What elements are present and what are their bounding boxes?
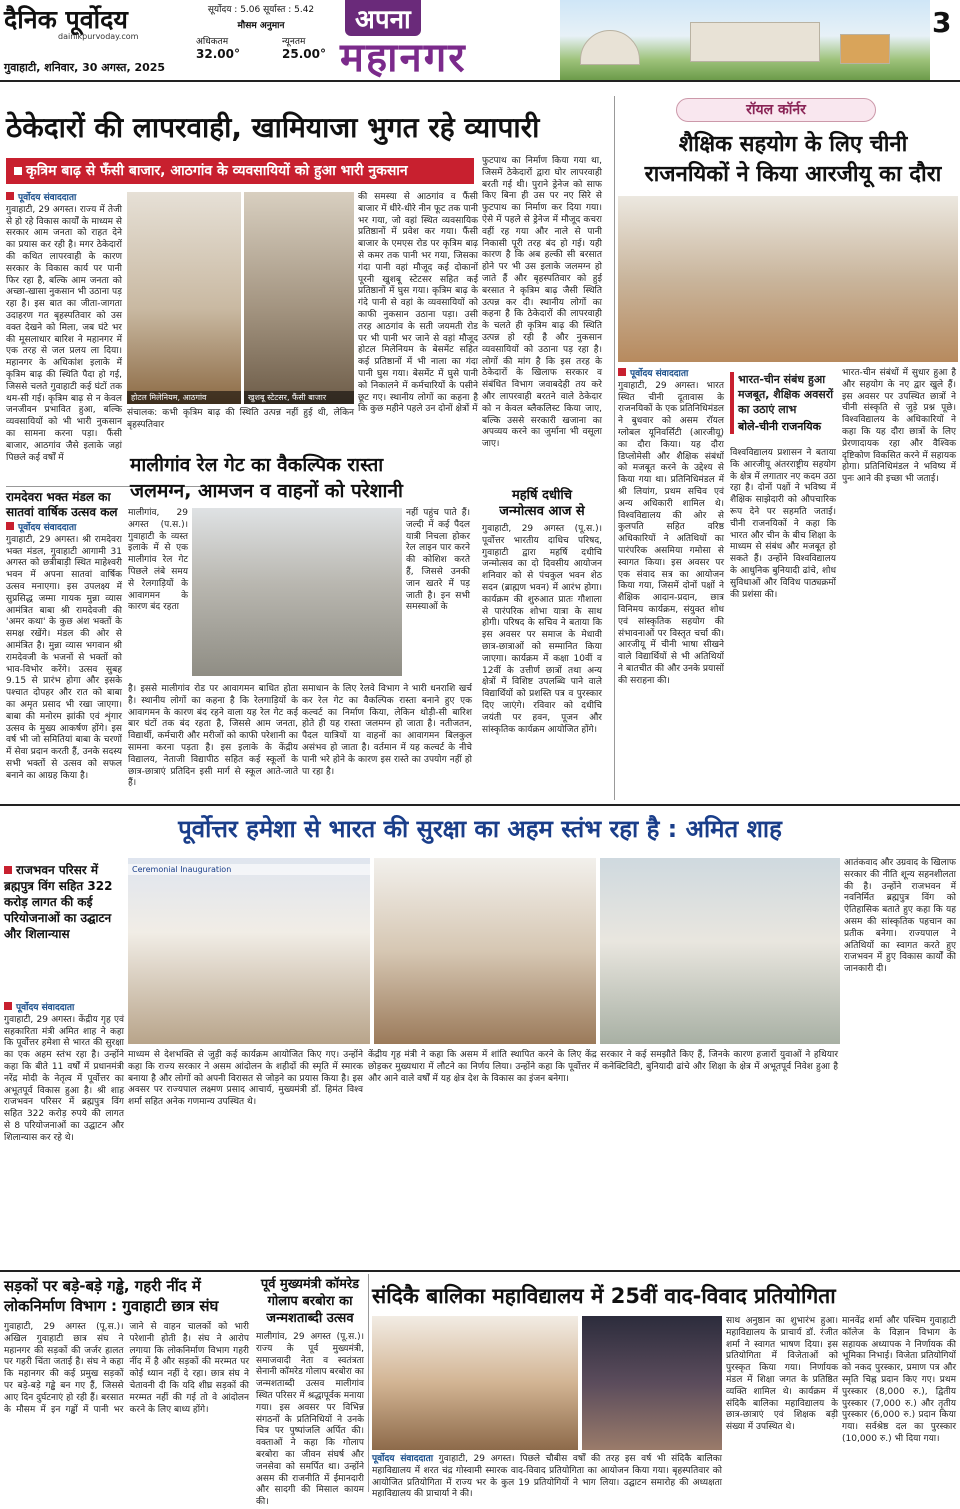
- photo-caption: खुशबू स्टेटसर, फैंसी बाजार: [244, 391, 354, 404]
- road-headline: सड़कों पर बड़े-बड़े गड्ढे, गहरी नींद में लोकनिर्माण विभाग : गुवाहाटी छात्र संघ: [4, 1277, 219, 1315]
- photo-rail-culvert: [192, 508, 402, 676]
- lead-column-1: [6, 192, 122, 484]
- bullet-icon: [618, 368, 626, 376]
- photo-shah-felicitation: [374, 858, 596, 1044]
- lead-byline: पूर्वोदय संवाददाता: [6, 192, 122, 205]
- section-label-main: महानगर: [340, 35, 467, 81]
- dadhichi-headline: महर्षि दधीचि जन्मोत्सव आज से: [499, 488, 585, 519]
- lead-body-1: गुवाहाटी, 29 अगस्त। राज्य में तेजी से हो रहे विकास कार्यों के माध्यम से सरकार आम जनता को राहत देने का प्रयास कर रही है। मगर ठेकेदारों की कथित लापरवाही के कारण सरकार के विकास कार्य पर पानी फिर रहा है, बल्कि आम जनता को अच्छा-खासा नुकसान भी उठाना पड़ रहा है। इस बात का जीता-जागता उदाहरण गत बृहस्पतिवार को उस वक्त देखने को मिला, जब घंटे भर की मूसलाधार बारिश ने महानगर में एक तरह से जल प्रलय ला दिया। महानगर के अधिकांश इलाके में कृत्रिम बाढ़ की स्थिति पैदा हो गई, जिससे चलते गुवाहाटी कई घंटों तक थम-सी गई। कृत्रिम बाढ़ से न केवल जनजीवन प्रभावित हुआ, बल्कि व्यवसायियों को भी भारी नुकसान का सामना करना पड़ा। फैंसी बाजार, आठगांव जैसे इलाके जहां पिछले कई वर्षों में: [6, 204, 122, 463]
- photo-chinese-diplomats: [618, 196, 958, 362]
- photo-debate-prize: [372, 1316, 578, 1450]
- photo-shah-rajbhavan: [600, 858, 840, 1044]
- max-temp-value: 32.00°: [196, 47, 240, 61]
- issue-date: गुवाहाटी, शनिवार, 30 अगस्त, 2025: [4, 61, 166, 74]
- debate-body-3: मानवेंद्र शर्मा और पश्चिम गुवाहाटी कॉलेज के विज्ञान विभाग के सहायक अध्यापक ने निर्णायक की भूमिका निभाई। विजेता प्रतियोगियों को नकद पुरस्कार, प्रमाण पत्र और स्मृति चिह्न प्रदान किए गए। प्रथम पुरस्कार (8,000 रु.), द्वितीय पुरस्कार (7,000 रु.) और तृतीय पुरस्कार (6,000 रु.) प्रदान किया गया। सर्वश्रेष्ठ दल का पुरस्कार (10,000 रु.) भी दिया गया।: [842, 1316, 956, 1444]
- ramdevra-body: पूर्वोदय संवाददाता गुवाहाटी, 29 अगस्त। श्री रामदेवरा भक्त मंडल, गुवाहाटी आगामी 31 अगस्त को छत्रीबाड़ी स्थित माहेश्वरी भवन में अपना सातवां वार्षिक उत्सव मनाएगा। इस उपलक्ष्य में सुप्रसिद्ध जम्मा गायक मुन्ना व्यास आमंत्रित बाबा श्री रामदेवजी की 'अमर कथा' के कुछ अंश भक्तों के समक्ष रखेंगे। मंडल की ओर से आमंत्रित है। मुन्ना व्यास भगवान श्री रामदेवजी के भजनों से भक्तों को भाव-विभोर करेंगे। उत्सव सुबह 9.15 से प्रारंभ होगा और इसके पश्चात दोपहर और रात को बाबा का अमृत प्रसाद भी रखा जाएगा। बाबा की मनोरम झांकी एवं शृंगार उत्सव के मुख्य आकर्षण होंगे। इस वर्ष भी जो समितियां बाबा के चरणों में सेवा प्रदान करती हैं, उनके सदस्य सभी भक्तों से उत्सव को सफल बनाने का आग्रह किया है।: [6, 523, 122, 781]
- royal-column-2: विश्वविद्यालय प्रशासन ने बताया कि आरजीयू अंतरराष्ट्रीय सहयोग के क्षेत्र में लगातार नए कदम उठा रहा है। दोनों पक्षों ने भविष्य में शैक्षिक साझेदारी को औपचारिक रूप देने पर सहमति जताई। चीनी राजनयिकों ने कहा कि भारत और चीन के बीच शिक्षा के माध्यम से संबंध और मजबूत हो सकते हैं। उन्होंने विश्वविद्यालय के आधुनिक बुनियादी ढांचे, शोध सुविधाओं और विविध पाठ्यक्रमों की प्रशंसा की।: [730, 448, 836, 600]
- lead-column-2: की समस्या से आठगांव व फैंसी बाजार में धीरे-धीरे नीन फूट तक पानी भर गया, जो वहां स्थित व्यवसायिक प्रतिष्ठानों में प्रवेश कर गया। फैंसी बाजार के एमएस रोड पर कृत्रिम बाढ़ से कमर तक पानी भर गया, जिसका गंदा पानी वहां मौजूद कई दोकानों पूरनी खुशबू स्टेटसर सहित कई प्रतिष्ठानों में घुस गया। कृत्रिम बाढ़ के गंदे पानी से वहां के व्यवसायियों को काफी नुकसान उठाना पड़ा। उसी तरह आठगांव के सती जयमती रोड पर भी पानी भर जाने से वहां मौजूद होटल मिलेनियम के बेसमेंट सहित कई प्रतिष्ठानों में भी नाला का गंदा पानी घुस गया। बेसमेंट में घुसे पानी को निकालने में कर्मचारियों के पसीने छूट गए। स्थानीय लोगों का कहना है कि कुछ महीने पहले उन दोनों क्षेत्रों में: [358, 192, 478, 415]
- shah-side-headline: राजभवन परिसर में ब्रह्मपुत्र विंग सहित 322 करोड़ लागत की कई परियोजनाओं का उद्घाटन और शिलान्यास: [4, 863, 113, 941]
- max-temp-label: अधिकतम: [196, 37, 229, 47]
- debate-body-2: साथ अनुष्ठान का शुभारंभ हुआ। महाविद्यालय के प्राचार्य डॉ. रंजीत शर्मा ने स्वागत भाषण दिया। इस प्रतियोगिता में विजेताओं को पुरस्कृत किया गया। निर्णायक मंडल में शिक्षा जगत के प्रतिष्ठित व्यक्ति शामिल थे। कार्यक्रम में संदिकै बालिका महाविद्यालय के छात्र-छात्राएं एवं शिक्षक बड़ी संख्या में उपस्थित थे।: [726, 1316, 838, 1433]
- shah-body-2: माध्यम से देशभक्ति से जुड़ी कई कार्यक्रम आयोजित किए गए। उन्होंने कहा कि राज्य सरकार ने असम आंदोलन के शहीदों की स्मृति में स्मारक बनाया है और लोगों को अपनी विरासत से जोड़ने का प्रयास किया है। इस अवसर पर राज्यपाल लक्ष्मण प्रसाद आचार्य, मुख्यमंत्री डॉ. हिमंत विश्व शर्मा सहित अनेक गणमान्य उपस्थित थे।: [128, 1050, 363, 1108]
- min-temp-value: 25.00°: [282, 47, 326, 61]
- weather-title: मौसम अनुमान: [237, 21, 285, 31]
- shah-body-3: केंद्रीय गृह मंत्री ने कहा कि असम में शांति स्थापित करने के लिए केंद्र सरकार ने कई समझौते किए हैं, जिनके कारण हजारों युवाओं ने हथियार छोड़कर मुख्यधारा में लौटने का निर्णय लिया। उन्होंने कहा कि पूर्वोत्तर में कनेक्टिविटी, बुनियादी ढांचे और शिक्षा के क्षेत्र में अभूतपूर्व निवेश हुआ है और आने वाले वर्षों में यह क्षेत्र देश के विकास का इंजन बनेगा।: [368, 1050, 838, 1084]
- photo-caption: Ceremonial Inauguration: [128, 864, 370, 875]
- shah-body-4: आतंकवाद और उग्रवाद के खिलाफ सरकार की नीति शून्य सहनशीलता की है। उन्होंने राजभवन में नवनिर्मित ब्रह्मपुत्र विंग को ऐतिहासिक बताते हुए कहा कि यह असम की सांस्कृतिक पहचान का प्रतीक बनेगा। राज्यपाल ने अतिथियों का स्वागत करते हुए राजभवन में हुए विकास कार्यों की जानकारी दी।: [844, 858, 956, 975]
- city-banner-image: [560, 0, 930, 80]
- royal-column-1: पूर्वोदय संवाददाता गुवाहाटी, 29 अगस्त। भारत स्थित चीनी दूतावास के राजनयिकों के एक प्रतिनिधिमंडल ने बुधवार को असम रॉयल ग्लोबल यूनिवर्सिटी (आरजीयू) का दौरा किया। यह दौरा डिप्लोमेसी और शैक्षिक संबंधों को मजबूत करने के उद्देश्य से किया गया था। प्रतिनिधिमंडल में श्री लियांग, प्रथम सचिव एवं अन्य अधिकारी शामिल थे। विश्वविद्यालय की ओर से कुलपति सहित वरिष्ठ अधिकारियों ने अतिथियों का पारंपरिक असमिया गमोसा से स्वागत किया। इस अवसर पर एक संवाद सत्र का आयोजन किया गया, जिसमें दोनों पक्षों ने शैक्षिक आदान-प्रदान, छात्र विनिमय कार्यक्रम, संयुक्त शोध एवं सांस्कृतिक सहयोग की संभावनाओं पर विस्तृत चर्चा की। आरजीयू में चीनी भाषा सीखने वाले विद्यार्थियों से भी अतिथियों ने बातचीत की और उनके प्रयासों की सराहना की।: [618, 369, 724, 686]
- photo-caption: होटल मिलेनियम, आठगांव: [127, 391, 241, 404]
- photo-ceremonial-inauguration: [128, 858, 370, 1044]
- section-label-top: अपना: [345, 0, 421, 36]
- royal-corner-label: रॉयल कॉर्नर: [676, 98, 876, 122]
- rail-intro: मालीगांव, 29 अगस्त (प.स.)। गुवाहाटी के व्यस्त इलाके में से एक मालीगांव रेल गेट पिछले लंबे समय से रेलगाड़ियों के आवागमन के कारण बंद रहता: [128, 508, 188, 613]
- brand-url: dainikpurvoday.com: [58, 32, 139, 41]
- brand-logo-text: दैनिक पूर्वोदय: [4, 5, 128, 34]
- rail-body-2: समाधान के लिए रेलवे विभाग ने भारी धनराशि खर्च कर रेल गेट का वैकल्पिक रास्ता बनाने हुए एक कल्वर्ट का निर्माण किया, लेकिन थोड़ी-सी बारिश होते ही यह रास्ता जलमग्न हो जाता है। नतीजतन, पैदल यात्रियों या वाहनों का आवागमन बिलकुल असंभव हो जाता है। वर्तमान में यह कल्वर्ट के नीचे पानी भरे होने के कारण इस रास्ते का उपयोग नहीं हो पा रहा है।: [302, 684, 472, 777]
- photo-debate-stage: [582, 1316, 722, 1450]
- lead-column-3: फुटपाथ का निर्माण किया गया था, जिसमें ठेकेदारों द्वारा घोर लापरवाही बरती गई थी। पुराने ड्रेनेज को साफ किए बिना ही उस पर नए सिरे से फुटपाथ का निर्माण कर दिया गया। ऐसे में पहले से ड्रेनेज में मौजूद कचरा वहीं रह गया और नाले से पानी निकासी पूरी तरह बंद हो गई। यही कारण है कि अब हल्की सी बरसात होने पर भी उस इलाके जलमग्न हो जाते हैं और बृहस्पतिवार को हुई बरसात ने कृत्रिम बाढ़ जैसी स्थिति उत्पन्न कर दी। स्थानीय लोगों का कहना है कि ठेकेदारों की लापरवाही के चलते ही कृत्रिम बाढ़ की स्थिति उत्पन्न हो रही है और नुकसान व्यवसायियों को उठाना पड़ रहा है। लोगों की मांग है कि इस तरह के ठेकेदारों के खिलाफ सरकार व संबंधित विभाग जवाबदेही तय करे और लापरवाही बरतने वाले ठेकेदार को न केवल ब्लैकलिस्ट किया जाए, बल्कि उससे सरकारी खजाना का अपव्यय करने का जुर्माना भी वसूला जाए।: [482, 156, 602, 450]
- bullet-icon: [6, 522, 14, 530]
- rail-headline: मालीगांव रेल गेट का वैकल्पिक रास्ता जलमग्न, आमजन व वाहनों को परेशानी: [130, 454, 403, 502]
- barbora-headline: पूर्व मुख्यमंत्री कॉमरेड गोलाप बरबोरा का जन्मशताब्दी उत्सव: [260, 1277, 360, 1326]
- page-number: 3: [932, 6, 952, 39]
- lead-subhead: [6, 158, 474, 184]
- royal-column-3: भारत-चीन संबंधों में सुधार हुआ है और सहयोग के नए द्वार खुले हैं। इस अवसर पर उपस्थित छात्रों ने चीनी संस्कृति से जुड़े प्रश्न पूछे। विश्वविद्यालय के अधिकारियों ने कहा कि यह दौरा छात्रों के लिए प्रेरणादायक रहा और वैश्विक दृष्टिकोण विकसित करने में सहायक होगा। प्रतिनिधिमंडल ने भविष्य में पुनः आने की इच्छा भी जताई।: [842, 368, 956, 485]
- debate-body-1: पूर्वोदय संवाददाता गुवाहाटी, 29 अगस्त। पिछले चौबीस वर्षों की तरह इस वर्ष भी संदिकै बालिका महाविद्यालय में शरत चंद्र गोस्वामी स्मारक वाद-विवाद प्रतियोगिता का आयोजन किया गया। बृहस्पतिवार को आयोजित प्रतियोगिता में राज्य भर के कुल 19 प्रतियोगियों ने भाग लिया। उद्घाटन समारोह की अध्यक्षता महाविद्यालय की प्राचार्या ने की।: [372, 1454, 722, 1500]
- min-temp-label: न्यूनतम: [282, 37, 306, 47]
- royal-headline: शैक्षिक सहयोग के लिए चीनी राजनयिकों ने किया आरजीयू का दौरा: [644, 132, 942, 187]
- lead-column-1b: संचालक: कभी कृत्रिम बाढ़ की स्थिति उत्पन्न नहीं हुई थी, लेकिन बृहस्पतिवार: [127, 408, 354, 430]
- rail-body-1: है। इससे मालीगांव रोड पर आवागमन बाधित होता है। स्थानीय लोगों का कहना है कि रेलगाड़ियों के आवागमन के कारण बंद रहने वाला यह रेल गेट कई बार घंटों तक बंद रहता है, जिससे आम जनता, विद्यार्थी, कर्मचारी और मरीजों को काफी परेशानी का सामना करना पड़ता है। इस इलाके के केंद्रीय विद्यालय, नेताजी विद्यापीठ सहित कई स्कूलों के छात्र-छात्राएं प्रतिदिन इसी मार्ग से स्कूल आते-जाते हैं।: [128, 684, 298, 789]
- bullet-icon: [6, 192, 14, 200]
- bullet-icon: [14, 167, 22, 175]
- bullet-icon: [4, 1002, 12, 1010]
- lead-headline: ठेकेदारों की लापरवाही, खामियाजा भुगत रहे व्यापारी: [6, 111, 540, 144]
- road-body: गुवाहाटी, 29 अगस्त (पू.स.)। अखिल गुवाहाटी छात्र संघ ने महानगर की सड़कों की जर्जर हालत पर गहरी चिंता जताई है। संघ ने कहा कि महानगर की कई प्रमुख सड़कों पर बड़े-बड़े गड्ढे बन गए हैं, जिससे आए दिन दुर्घटनाएं हो रही हैं। बरसात के मौसम में इन गड्ढों में पानी भर जाने से वाहन चालकों को भारी परेशानी होती है। संघ ने आरोप लगाया कि लोकनिर्माण विभाग गहरी नींद में है और सड़कों की मरम्मत पर कोई ध्यान नहीं दे रहा। छात्र संघ ने चेतावनी दी कि यदि शीघ्र सड़कों की मरम्मत नहीं की गई तो वे आंदोलन करने के लिए बाध्य होंगे।: [4, 1322, 249, 1415]
- weather-box: [196, 2, 326, 61]
- ramdevra-headline: रामदेवरा भक्त मंडल का सातवां वार्षिक उत्सव कल: [6, 490, 118, 519]
- shah-body-1: पूर्वोदय संवाददाता गुवाहाटी, 29 अगस्त। केंद्रीय गृह एवं सहकारिता मंत्री अमित शाह ने कहा कि पूर्वोत्तर हमेशा से भारत की सुरक्षा का एक अहम स्तंभ रहा है। उन्होंने कहा कि बीते 11 वर्षों में प्रधानमंत्री नरेंद्र मोदी के नेतृत्व में पूर्वोत्तर का अभूतपूर्व विकास हुआ है। श्री शाह राजभवन परिसर में ब्रह्मपुत्र विंग सहित 322 करोड़ रुपये की लागत से 8 परियोजनाओं का उद्घाटन और शिलान्यास कर रहे थे।: [4, 1003, 124, 1143]
- rail-side: नहीं पहुंच पाते हैं। जल्दी में कई पैदल यात्री निचला होकर रेल लाइन पार करने की कोशिश करते हैं, जिससे उनकी जान खतरे में पड़ जाती है। इन सभी समस्याओं के: [406, 508, 470, 613]
- shah-headline: पूर्वोत्तर हमेशा से भारत की सुरक्षा का अहम स्तंभ रहा है : अमित शाह: [178, 815, 782, 843]
- lead-subhead-text: कृत्रिम बाढ़ से फँसी बाजार, आठगांव के व्यवसायियों को हुआ भारी नुकसान: [26, 163, 408, 179]
- dadhichi-body: गुवाहाटी, 29 अगस्त (पू.स.)। पूर्वोत्तर भारतीय दाधिच परिषद, गुवाहाटी द्वारा महर्षि दधीचि जन्मोत्सव का दो दिवसीय आयोजन शनिवार को से पंचकुल भवन शेठ सदन (ब्राह्मण भवन) में आरंभ होगा। कार्यक्रम की शुरुआत प्रातः गौशाला से पारंपरिक शोभा यात्रा के साथ होगी। परिषद के सचिव ने बताया कि इस अवसर पर समाज के मेधावी छात्र-छात्राओं को सम्मानित किया जाएगा। कार्यक्रम में कक्षा 10वीं व 12वीं के उत्तीर्ण छात्रों तथा अन्य क्षेत्रों में विशिष्ट उपलब्धि पाने वाले विद्यार्थियों को प्रशस्ति पत्र व पुरस्कार दिए जाएंगे। रविवार को दधीचि जयंती पर हवन, पूजन और सांस्कृतिक कार्यक्रम आयोजित होंगे।: [482, 524, 602, 735]
- photo-hotel-millennium: [127, 192, 241, 404]
- masthead: [0, 0, 960, 82]
- royal-pull-quote: भारत-चीन संबंध हुआ मजबूत, शैक्षिक अवसरों का उठाएं लाभ बोले-चीनी राजनयिक: [730, 372, 836, 434]
- photo-khushbu-stationery: [244, 192, 354, 404]
- barbora-body: मालीगांव, 29 अगस्त (पू.स.)। राज्य के पूर्व मुख्यमंत्री, समाजवादी नेता व स्वतंत्रता सेनानी कॉमरेड गोलाप बरबोरा का जन्मशताब्दी उत्सव मालीगांव स्थित परिसर में श्रद्धापूर्वक मनाया गया। इस अवसर पर विभिन्न संगठनों के प्रतिनिधियों ने उनके चित्र पर पुष्पांजलि अर्पित की। वक्ताओं ने कहा कि गोलाप बरबोरा का जीवन संघर्ष और जनसेवा को समर्पित था। उन्होंने असम की राजनीति में ईमानदारी और सादगी की मिसाल कायम की।: [256, 1332, 364, 1508]
- debate-headline: संदिकै बालिका महाविद्यालय में 25वीं वाद-विवाद प्रतियोगिता: [372, 1284, 836, 1308]
- bullet-icon: [4, 866, 12, 874]
- sunrise-sunset: सूर्योदय : 5.06 सूर्यास्त : 5.42: [207, 5, 315, 15]
